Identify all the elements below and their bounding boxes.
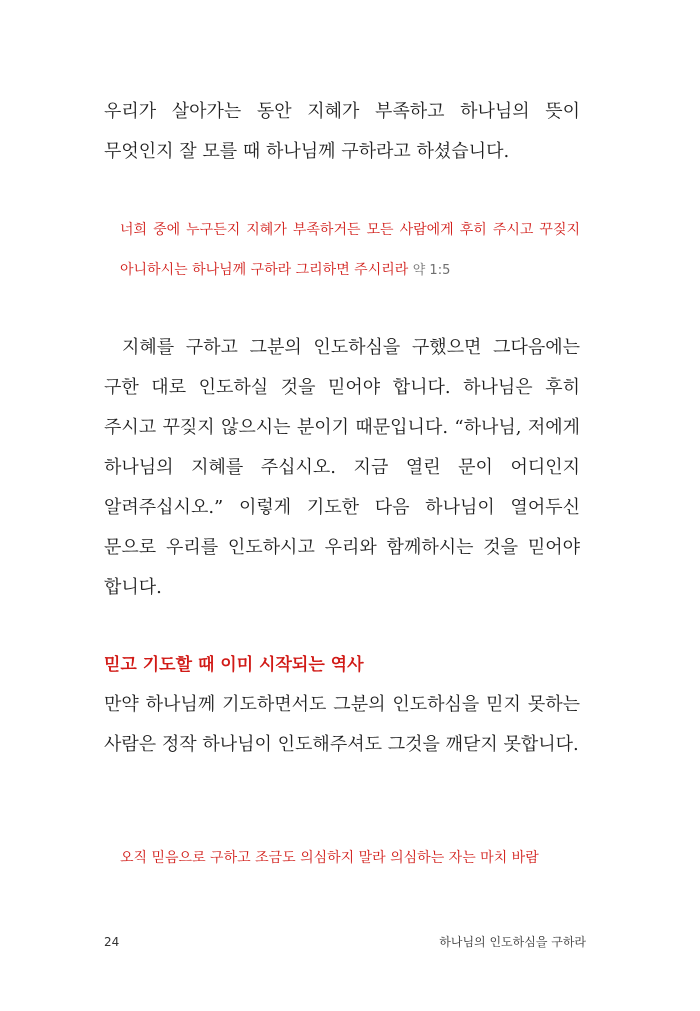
scripture-reference: 약 1:5 [412, 263, 451, 278]
running-title: 하나님의 인도하심을 구하라 [439, 935, 586, 949]
scripture-quote-text: 너희 중에 누구든지 지혜가 부족하거든 모든 사람에게 후히 주시고 꾸짖지 아니하시는 하나님께 구하라 그리하면 주시리라 [120, 222, 580, 278]
page-number: 24 [104, 935, 120, 949]
scripture-quote-faith: 오직 믿음으로 구하고 조금도 의심하지 말라 의심하는 자는 마치 바람 [120, 850, 539, 866]
body-paragraph-doubt: 만약 하나님께 기도하면서도 그분의 인도하심을 믿지 못하는 사람은 정작 하나님이 인도해주셔도 그것을 깨닫지 못합니다. [104, 694, 580, 755]
section-heading: 믿고 기도할 때 이미 시작되는 역사 [104, 655, 364, 675]
scripture-quote-james [120, 210, 580, 291]
body-paragraph-intro: 우리가 살아가는 동안 지혜가 부족하고 하나님의 뜻이 무엇인지 잘 모를 때 하나님께 구하라고 하셨습니다. [104, 101, 580, 162]
body-paragraph-trust: 지혜를 구하고 그분의 인도하심을 구했으면 그다음에는 구한 대로 인도하실 것을 믿어야 합니다. 하나님은 후히 주시고 꾸짖지 않으시는 분이기 때문입니다. “하나님, 저에게 하나님의 지혜를 주십시오. 지금 열린 문이 어디인지 알려주십시오.” 이렇게 기도한 다음 하나님이 열어두신 문으로 우리를 인도하시고 우리와 함께하시는 것을 믿어야 합니다. [104, 337, 580, 598]
